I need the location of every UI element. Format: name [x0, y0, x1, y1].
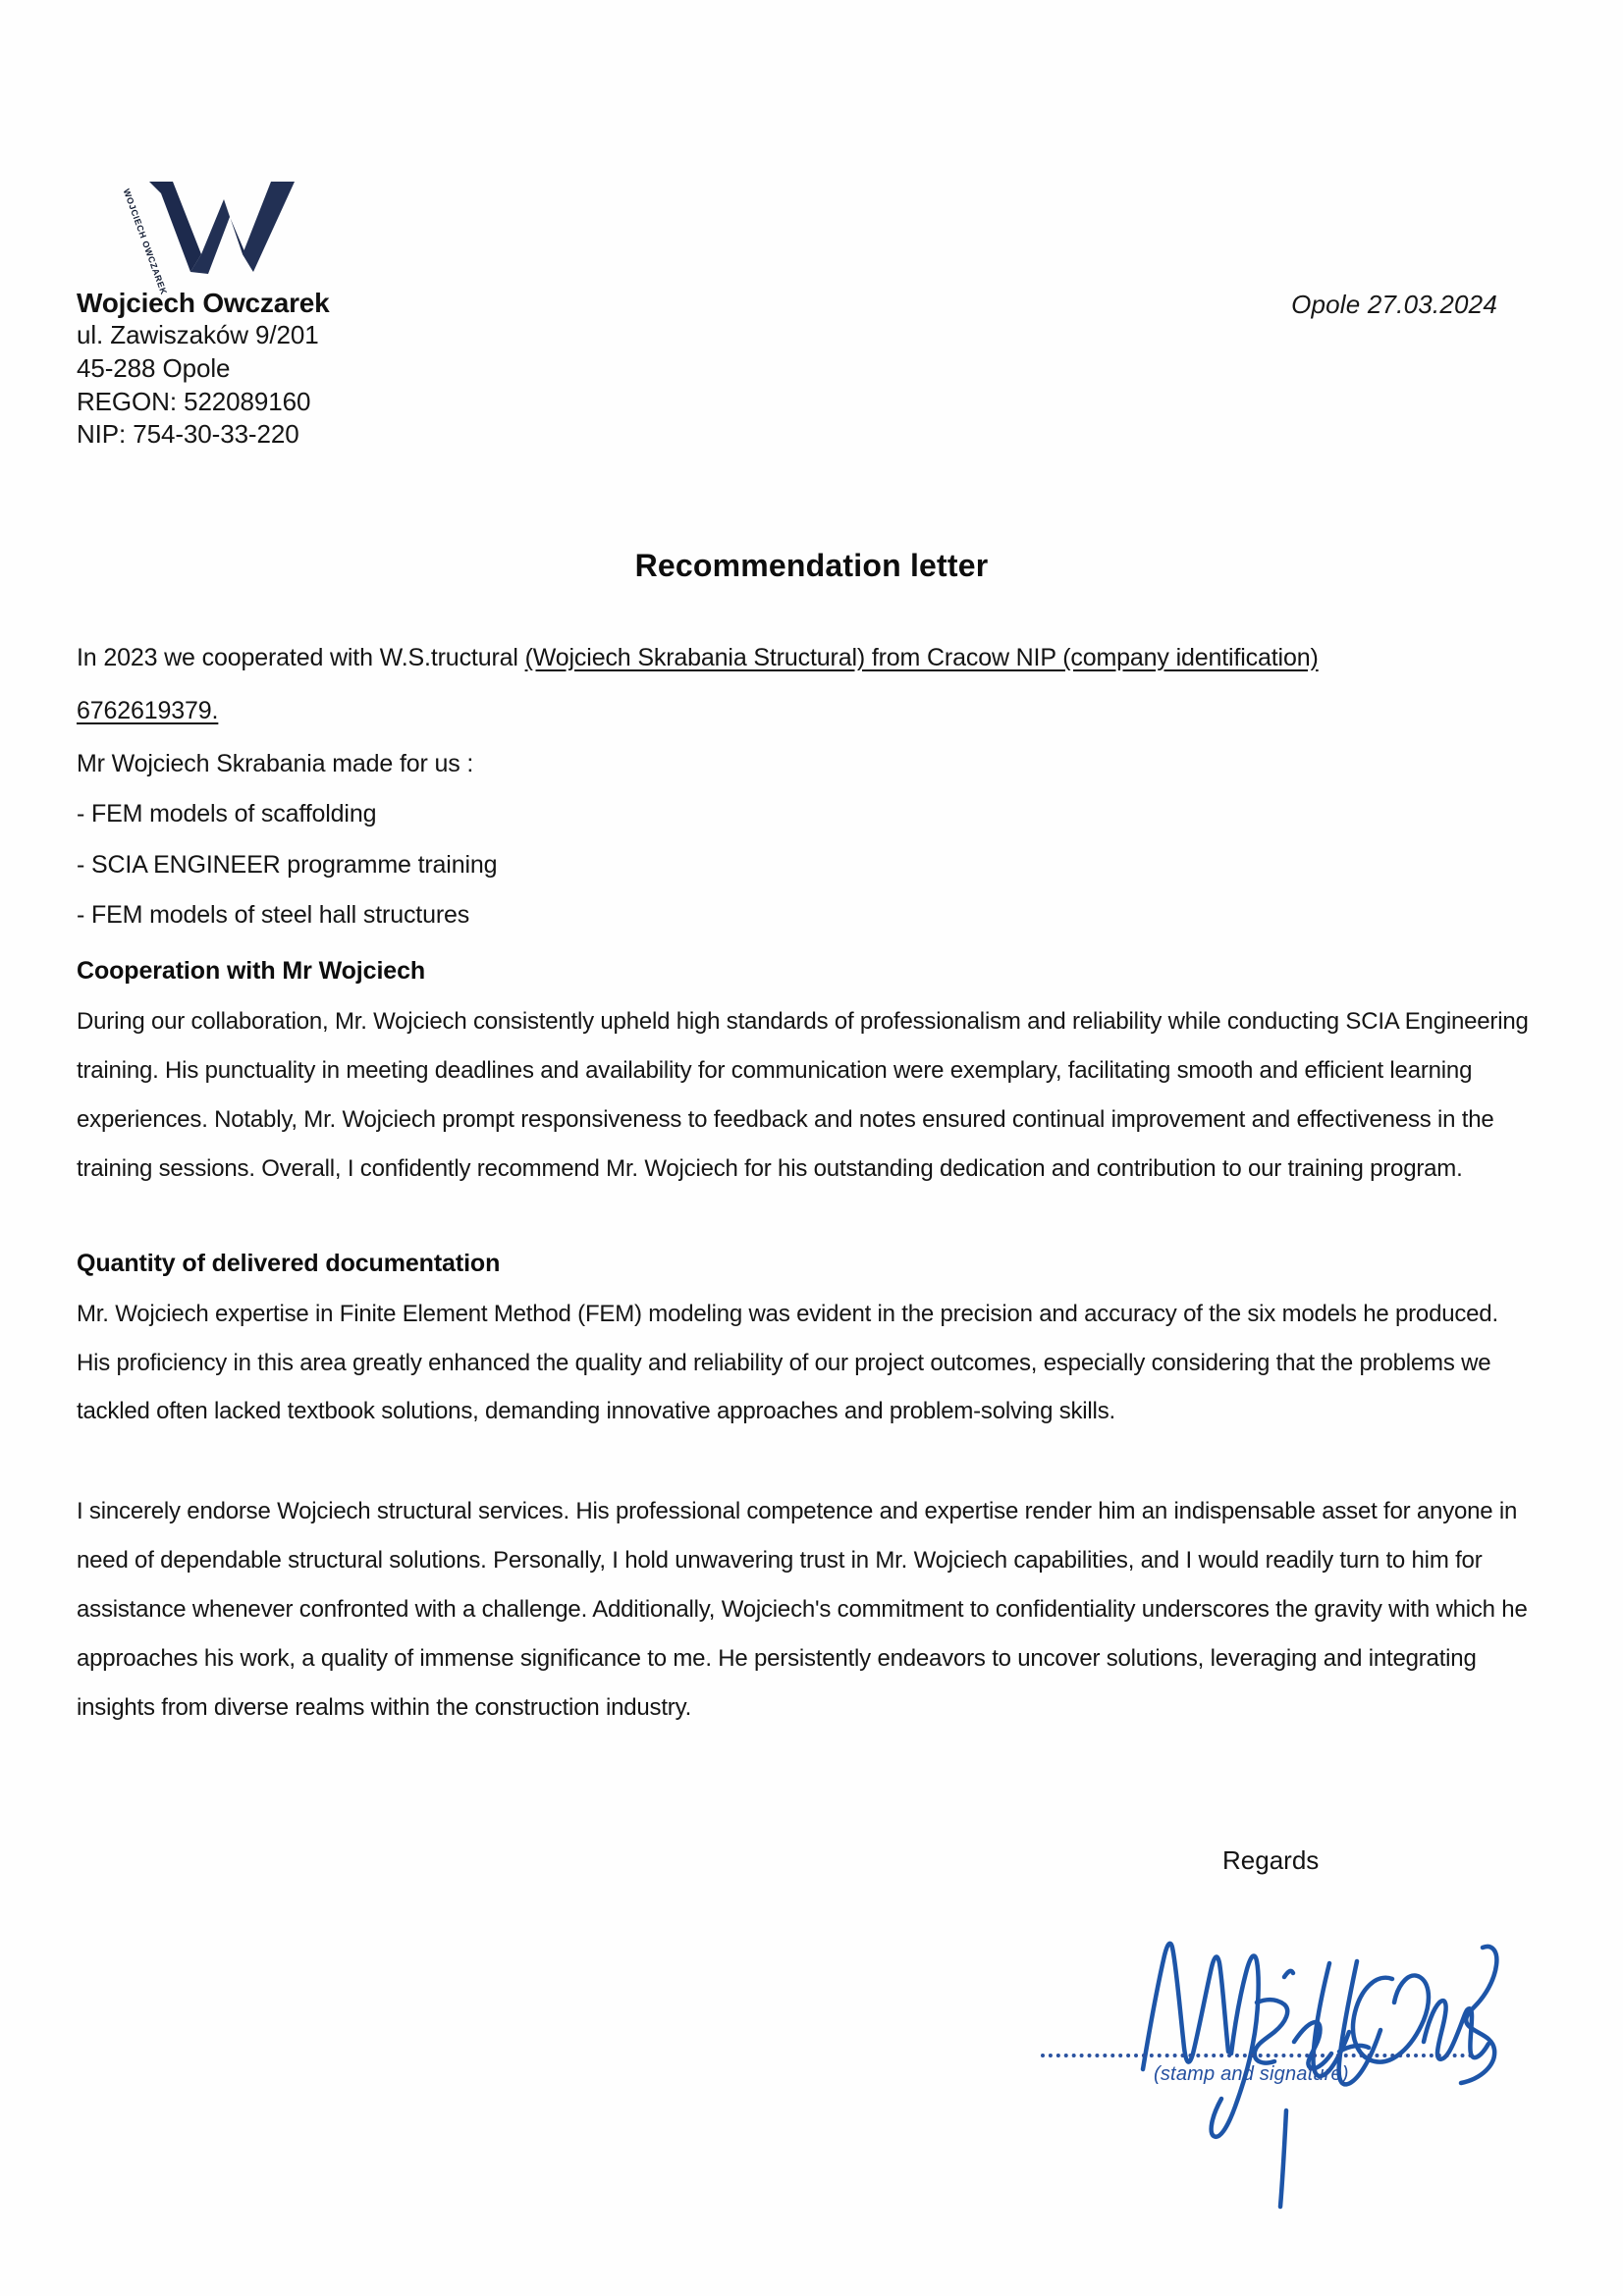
lead-paragraph — [77, 633, 1535, 682]
lead-underlined-company: (Wojciech Skrabania Structural) from Cracow NIP (company identification) — [524, 644, 1319, 671]
signature-caption: (stamp and signature) — [1154, 2063, 1349, 2085]
section-heading-quantity: Quantity of delivered documentation — [77, 1249, 501, 1277]
address-street: ul. Zawiszaków 9/201 — [77, 320, 319, 350]
letter-body — [77, 633, 1535, 1733]
signature-dotted-line — [1041, 2054, 1473, 2057]
list-item: - FEM models of scaffolding — [77, 800, 377, 828]
date-line: Opole 27.03.2024 — [1291, 290, 1497, 319]
closing-paragraph: I sincerely endorse Wojciech structural services. His professional competence and expertise render him an indispensable asset for anyone in need of dependable structural solutions. Personally, I hold unwavering trust in Mr. Wojciech capabilities, and I would readily turn to him for assistance whenever confronted with a challenge. Additionally, Wojciech's commitment to confidentiality underscores the gravity with which he approaches his work, a quality of immense significance to me. He persistently endeavors to uncover solutions, leveraging and integrating insights from diverse realms within the construction industry. — [77, 1498, 1528, 1721]
section-paragraph-quantity: Mr. Wojciech expertise in Finite Element Method (FEM) modeling was evident in the precision and accuracy of the six models he produced. His proficiency in this area greatly enhanced the quality and reliability of our project outcomes, especially considering that the problems we tackled often lacked textbook solutions, demanding innovative approaches and problem-solving skills. — [77, 1300, 1498, 1425]
section-paragraph-cooperation: During our collaboration, Mr. Wojciech consistently upheld high standards of professionalism and reliability while conducting SCIA Engineering training. His punctuality in meeting deadlines and availability for communication were exemplary, facilitating smooth and efficient learning experiences. Notably, Mr. Wojciech prompt responsiveness to feedback and notes ensured continual improvement and effectiveness in the training sessions. Overall, I confidently recommend Mr. Wojciech for his outstanding dedication and contribution to our training program. — [77, 1008, 1529, 1182]
logo-w-icon — [145, 178, 302, 276]
section-heading-cooperation: Cooperation with Mr Wojciech — [77, 957, 426, 985]
lead-prefix: In 2023 we cooperated with W.S.tructural — [77, 644, 525, 671]
page-title: Recommendation letter — [634, 548, 989, 583]
regon-number: REGON: 522089160 — [77, 386, 311, 416]
logo-microtext: WOJCIECH OWCZAREK — [121, 187, 170, 296]
address-city: 45-288 Opole — [77, 352, 231, 383]
list-item: - SCIA ENGINEER programme training — [77, 850, 498, 879]
lead-underlined-nip: 6762619379. — [77, 697, 219, 724]
signature-block — [1041, 1904, 1502, 2228]
regards-label: Regards — [1222, 1845, 1320, 1875]
list-item: - FEM models of steel hall structures — [77, 900, 470, 929]
letterhead — [77, 182, 685, 452]
company-name: Wojciech Owczarek — [77, 288, 330, 318]
lead-paragraph-continued — [77, 686, 1535, 735]
nip-number: NIP: 754-30-33-220 — [77, 419, 299, 450]
handwritten-signature-icon — [1137, 1904, 1500, 2218]
company-logo — [121, 182, 320, 296]
intro-line: Mr Wojciech Skrabania made for us : — [77, 750, 474, 777]
